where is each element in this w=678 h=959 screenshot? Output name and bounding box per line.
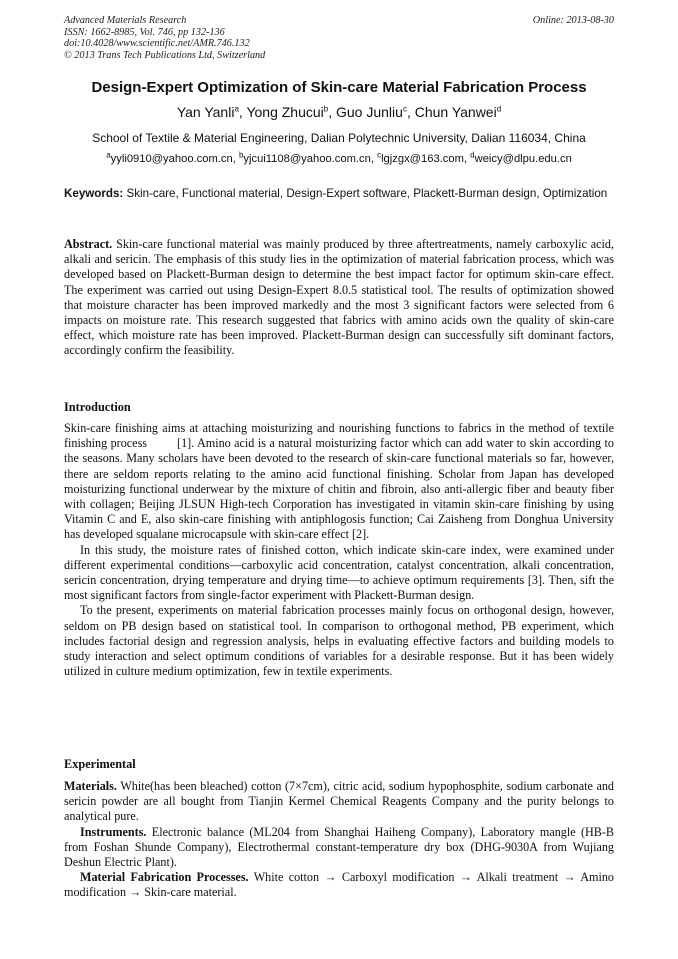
author-name: Yan Yanli [176, 104, 235, 120]
online-date: Online: 2013-08-30 [532, 15, 614, 26]
author-sup: a [234, 104, 239, 114]
keywords [64, 186, 614, 202]
author-name: Guo Junliu [336, 104, 403, 120]
instruments-text: Electronic balance (ML204 from Shanghai Haiheng Company), Laboratory mangle (HB-B from Foshan Shunde Company), Electrothermal constant-temperature dry box (DHG-9030A from Wujiang Deshun Electric Plant). [64, 824, 614, 870]
abstract-label: Abstract. [64, 237, 113, 251]
process-text: White cotton → Carboxyl modification → Alkali treatment → Amino modification → Skin-care material. [64, 870, 614, 900]
doi-line[interactable]: doi:10.4028/www.scientific.net/AMR.746.132 [64, 38, 250, 49]
author-list: Yan Yanli$^a$, Yong Zhucui$^b$, Guo Junliu$^c$, Chun Yanwei$^d$ [176, 104, 502, 120]
instruments-label: Instruments. [80, 824, 147, 839]
email-sup: a [106, 150, 111, 160]
author-name: Chun Yanwei [414, 104, 497, 120]
email-address[interactable]: lgjzgx@163.com [381, 153, 464, 165]
email-address[interactable]: yjcui1108@yahoo.com.cn [243, 153, 371, 165]
materials-text: White(has been bleached) cotton (7×7cm), citric acid, sodium hypophosphite, sodium carbonate and sericin powder are all bought from Tianjin Kermel Chemical Reagents Company and the purity belongs to analytical pure. [64, 779, 614, 824]
abstract-text: Skin-care functional material was mainly produced by three aftertreatments, namely carboxylic acid, alkali and sericin. The emphasis of this study lies in the optimization of material fabrication process, which was developed based on Plackett-Burman design to determine the best impact factor for optimum skin-care effect. The experiment was carried out using Design-Expert 8.0.5 statistical tool. The results of optimization showed that moisture character has been improved markedly and the most 3 significant factors were selected from 6 impacts on moisture rate. This research suggested that fabrics with amino acids own the quality of skin-care effect, which moisture rate has been improved. Plackett-Burman design can successfully sift dominant factors, accordingly confirm the feasibility. [64, 237, 614, 358]
email-list: $^a$yyli0910@yahoo.com.cn, $^b$yjcui1108@yahoo.com.cn, $^c$lgjzgx@163.com, $^d$weicy@dlpu.edu.cn [106, 150, 572, 165]
author-name: Yong Zhucui [246, 104, 324, 120]
paper-title: Design-Expert Optimization of Skin-care Material Fabrication Process [91, 79, 587, 96]
email-sup: d [470, 150, 475, 160]
intro-paragraph-2: In this study, the moisture rates of finished cotton, which indicate skin-care index, were examined under different experimental conditions—carboxylic acid concentration, catalyst concentration, alkali concentration, sericin concentration, drying temperature and drying time—to achieve optimum requirements [3]. Then, sift the most significant factors from single-factor experiment with Plackett-Burman design. [64, 542, 614, 603]
abstract [64, 237, 614, 359]
affiliation: School of Textile & Material Engineering, Dalian Polytechnic University, Dalian 116034, China [92, 131, 586, 145]
journal-meta [64, 15, 265, 61]
author-sup: c [402, 104, 407, 114]
email-address[interactable]: yyli0910@yahoo.com.cn [110, 153, 233, 165]
section-heading-experimental: Experimental [64, 757, 136, 771]
keywords-text: Skin-care, Functional material, Design-Expert software, Plackett-Burman design, Optimization [126, 187, 608, 200]
email-sup: c [377, 150, 382, 160]
intro-paragraph-1a: Skin-care finishing aims at attaching moisturizing and nourishing functions to fabrics in the method of textile finishing process [64, 421, 614, 451]
experimental-body [64, 779, 614, 901]
materials-label: Materials. [64, 779, 117, 793]
author-sup: b [323, 104, 329, 114]
email-sup: b [238, 150, 244, 160]
intro-paragraph-3: To the present, experiments on material fabrication processes mainly focus on orthogonal design, however, seldom on PB design based on statistical tool. In comparison to orthogonal method, PB experiment, which includes factorial design and regression analysis, helps in evaluating effective factors and building models to study interaction and select optimum conditions of variables for a desirable response. But it has been widely utilized in culture medium optimization, few in textile experiments. [64, 603, 614, 679]
email-address[interactable]: weicy@dlpu.edu.cn [474, 153, 572, 165]
introduction-body [64, 421, 614, 679]
author-sup: d [496, 104, 502, 114]
process-label: Material Fabrication Processes. [80, 870, 249, 885]
section-heading-introduction: Introduction [64, 400, 131, 414]
issn-line: ISSN: 1662-8985, Vol. 746, pp 132-136 [64, 26, 225, 38]
intro-paragraph-1b: [1]. Amino acid is a natural moisturizing factor which can add water to skin according to the seasons. Many scholars have been devoted to the research of skin-care functional materials so far, however, there are seldom reports relating to the amino acid functional finishing. Scholar from Japan has developed moisturizing functional underwear by the mixture of chitin and fibroin, also anti-allergic fiber and beauty fiber with collagen; Beijing JLSUN High-tech Corporation has investigated in vitamin skin-care finishing by using Vitamin C and E, also skin-care finishing with antiphlogosis function; Cai Zaisheng from Donghua University has developed squalane microcapsule with skin-care effect [2]. [64, 436, 614, 542]
journal-name: Advanced Materials Research [64, 15, 187, 26]
keywords-label: Keywords: [64, 187, 124, 200]
copyright-line: © 2013 Trans Tech Publications Ltd, Switzerland [64, 49, 266, 61]
